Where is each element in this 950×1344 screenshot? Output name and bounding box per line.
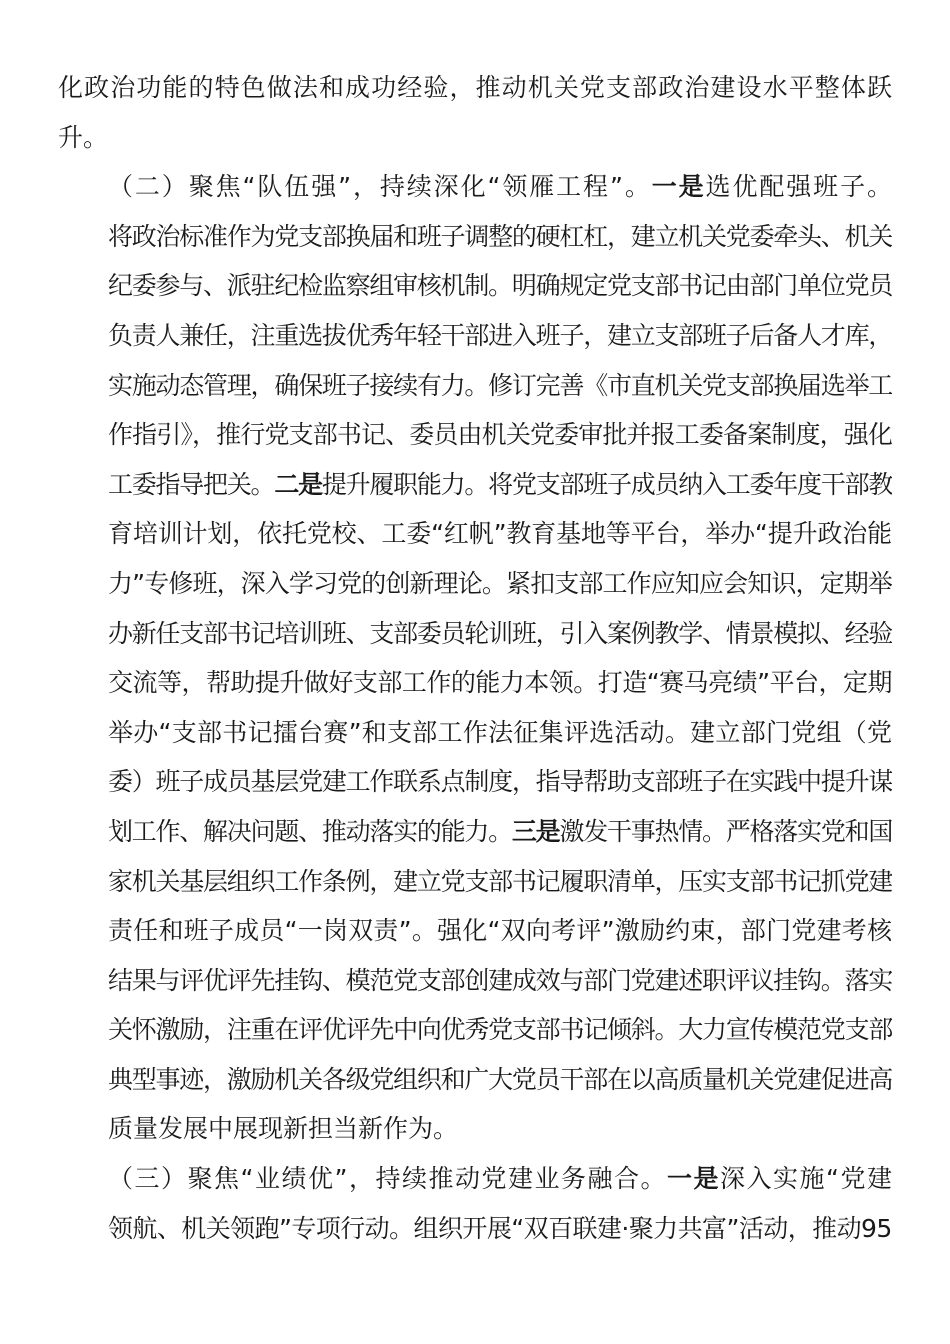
body-text: 关怀激励，注重在评优评先中向优秀党支部书记倾斜。大力宣传模范党支部 — [108, 1015, 892, 1045]
body-text: 激发干事热情。严格落实党和国 — [559, 816, 892, 846]
body-text: 化政治功能的特色做法和成功经验，推动机关党支部政治建设水平整体跃 — [58, 73, 892, 102]
body-text: 提升履职能力。将党支部班子成员纳入工委年度干部教 — [321, 469, 892, 499]
body-text: 领航、机关领跑”专项行动。组织开展“双百联建·聚力共富”活动，推动95 — [108, 1213, 892, 1243]
text-line — [58, 63, 892, 113]
body-text: （三）聚焦“业绩优”，持续推动党建业务融合。 — [108, 1164, 667, 1194]
text-line — [58, 807, 892, 857]
body-text: 深入实施“党建 — [720, 1164, 892, 1194]
body-text: 划工作、解决问题、推动落实的能力。 — [108, 816, 512, 846]
body-text: 委）班子成员基层党建工作联系点制度，指导帮助支部班子在实践中提升谋 — [108, 767, 892, 797]
text-line — [58, 410, 892, 460]
body-text: 举办“支部书记擂台赛”和支部工作法征集评选活动。建立部门党组（党 — [108, 717, 892, 747]
body-text: 办新任支部书记培训班、支部委员轮训班，引入案例教学、情景模拟、经验 — [108, 618, 892, 648]
text-line — [58, 509, 892, 559]
body-text: 升。 — [58, 122, 109, 152]
text-line — [58, 1104, 892, 1154]
body-text: 纪委参与、派驻纪检监察组审核机制。明确规定党支部书记由部门单位党员 — [108, 271, 892, 301]
text-line — [58, 559, 892, 609]
text-line — [58, 311, 892, 361]
text-line — [58, 956, 892, 1006]
body-text: 结果与评优评先挂钩、模范党支部创建成效与部门党建述职评议挂钩。落实 — [108, 965, 892, 995]
text-line — [58, 1204, 892, 1254]
text-line — [58, 857, 892, 907]
body-text: 家机关基层组织工作条例，建立党支部书记履职清单，压实支部书记抓党建 — [108, 866, 892, 896]
text-line — [58, 212, 892, 262]
body-text: 质量发展中展现新担当新作为。 — [108, 1114, 459, 1144]
emphasis-text: 一是 — [651, 172, 706, 202]
text-line — [58, 1055, 892, 1105]
body-text: 实施动态管理，确保班子接续有力。修订完善《市直机关党支部换届选举工 — [108, 370, 892, 400]
text-line — [58, 658, 892, 708]
emphasis-text: 三是 — [511, 816, 560, 846]
paragraph-p1 — [58, 63, 892, 162]
body-text: 力”专修班，深入学习党的创新理论。紧扣支部工作应知应会知识，定期举 — [108, 568, 892, 598]
text-line — [58, 460, 892, 510]
text-line — [58, 162, 892, 212]
body-text: 作指引》，推行党支部书记、委员由机关党委审批并报工委备案制度，强化 — [108, 420, 892, 450]
body-text: 负责人兼任，注重选拔优秀年轻干部进入班子，建立支部班子后备人才库， — [108, 320, 892, 350]
text-line — [58, 757, 892, 807]
emphasis-text: 一是 — [667, 1164, 721, 1194]
paragraph-p3 — [58, 1154, 892, 1253]
text-line — [58, 113, 892, 163]
paragraph-p2 — [58, 162, 892, 1154]
text-line — [58, 708, 892, 758]
body-text: 将政治标准作为党支部换届和班子调整的硬杠杠，建立机关党委牵头、机关 — [108, 221, 892, 251]
emphasis-text: 二是 — [274, 469, 322, 499]
body-text: 工委指导把关。 — [108, 469, 275, 499]
text-line — [58, 609, 892, 659]
body-text: 育培训计划，依托党校、工委“红帆”教育基地等平台，举办“提升政治能 — [108, 519, 892, 549]
body-text: 交流等，帮助提升做好支部工作的能力本领。打造“赛马亮绩”平台，定期 — [108, 668, 892, 698]
text-line — [58, 1154, 892, 1204]
body-text: 选优配强班子。 — [705, 172, 892, 202]
text-line — [58, 361, 892, 411]
text-line — [58, 261, 892, 311]
body-text: 责任和班子成员“一岗双责”。强化“双向考评”激励约束，部门党建考核 — [108, 916, 892, 946]
body-text: （二）聚焦“队伍强”，持续深化“领雁工程”。 — [108, 172, 652, 202]
text-line — [58, 1005, 892, 1055]
body-text: 典型事迹，激励机关各级党组织和广大党员干部在以高质量机关党建促进高 — [108, 1064, 892, 1094]
text-line — [58, 906, 892, 956]
